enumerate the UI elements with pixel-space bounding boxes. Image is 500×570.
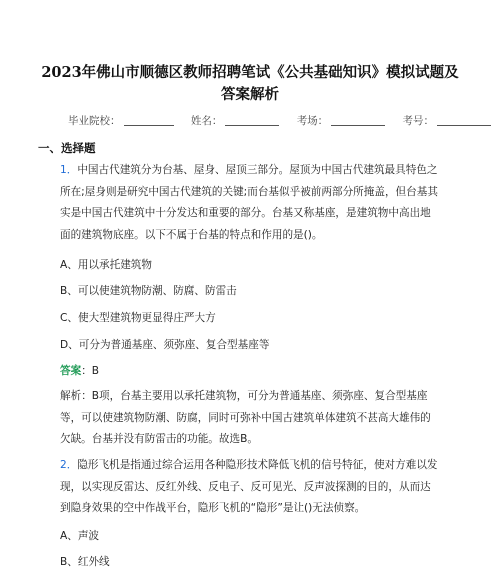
blank-line [437, 125, 491, 126]
field-number: 考号： [403, 113, 492, 128]
question-number: 2． [60, 459, 78, 471]
question-1-answer: 答案：B [60, 365, 100, 377]
info-fields [68, 113, 468, 128]
blank-line [225, 125, 279, 126]
question-1-text: 1．中国古代建筑分为台基、屋身、屋顶三部分。屋顶为中国古代建筑最具特色之所在;屋身则是研究中国古代建筑的关键;而台基似乎被前两部分所掩盖，但台基其实是中国古代建筑中十分发达和重要的部分。台基又称基座，是建筑物中高出地面的建筑物底座。以下不属于台基的特点和作用的是()。 [60, 164, 438, 241]
blank-line [124, 125, 174, 126]
question-2-option-b: B、红外线 [60, 556, 110, 568]
question-1-option-b: B、可以使建筑物防潮、防腐、防雷击 [60, 285, 237, 297]
question-1-analysis: 解析：B项，台基主要用以承托建筑物，可分为普通基座、须弥座、复合型基座等，可以使建筑物防潮、防腐，同时可弥补中国古建筑单体建筑不甚高大雄伟的欠缺。台基并没有防雷击的功能。故选B。 [60, 390, 431, 445]
question-number: 1． [60, 164, 78, 176]
blank-line [331, 125, 385, 126]
document-title: 2023年佛山市顺德区教师招聘笔试《公共基础知识》模拟试题及答案解析 [41, 64, 459, 103]
question-1-option-d: D、可分为普通基座、须弥座、复合型基座等 [60, 339, 270, 351]
question-1-option-a: A、用以承托建筑物 [60, 259, 152, 271]
field-name: 姓名： [191, 113, 280, 128]
question-2-text: 2．隐形飞机是指通过综合运用各种隐形技术降低飞机的信号特征，使对方难以发现，以实现反雷达、反红外线、反电子、反可见光、反声波探测的目的，从而达到隐身效果的空中作战平台，隐形飞机的“隐形”是让()无法侦察。 [60, 459, 438, 514]
field-school: 毕业院校： [68, 113, 174, 128]
question-2-option-a: A、声波 [60, 530, 100, 542]
section-title: 一、选择题 [38, 141, 96, 155]
field-room: 考场： [297, 113, 386, 128]
question-1-option-c: C、使大型建筑物更显得庄严大方 [60, 312, 216, 324]
